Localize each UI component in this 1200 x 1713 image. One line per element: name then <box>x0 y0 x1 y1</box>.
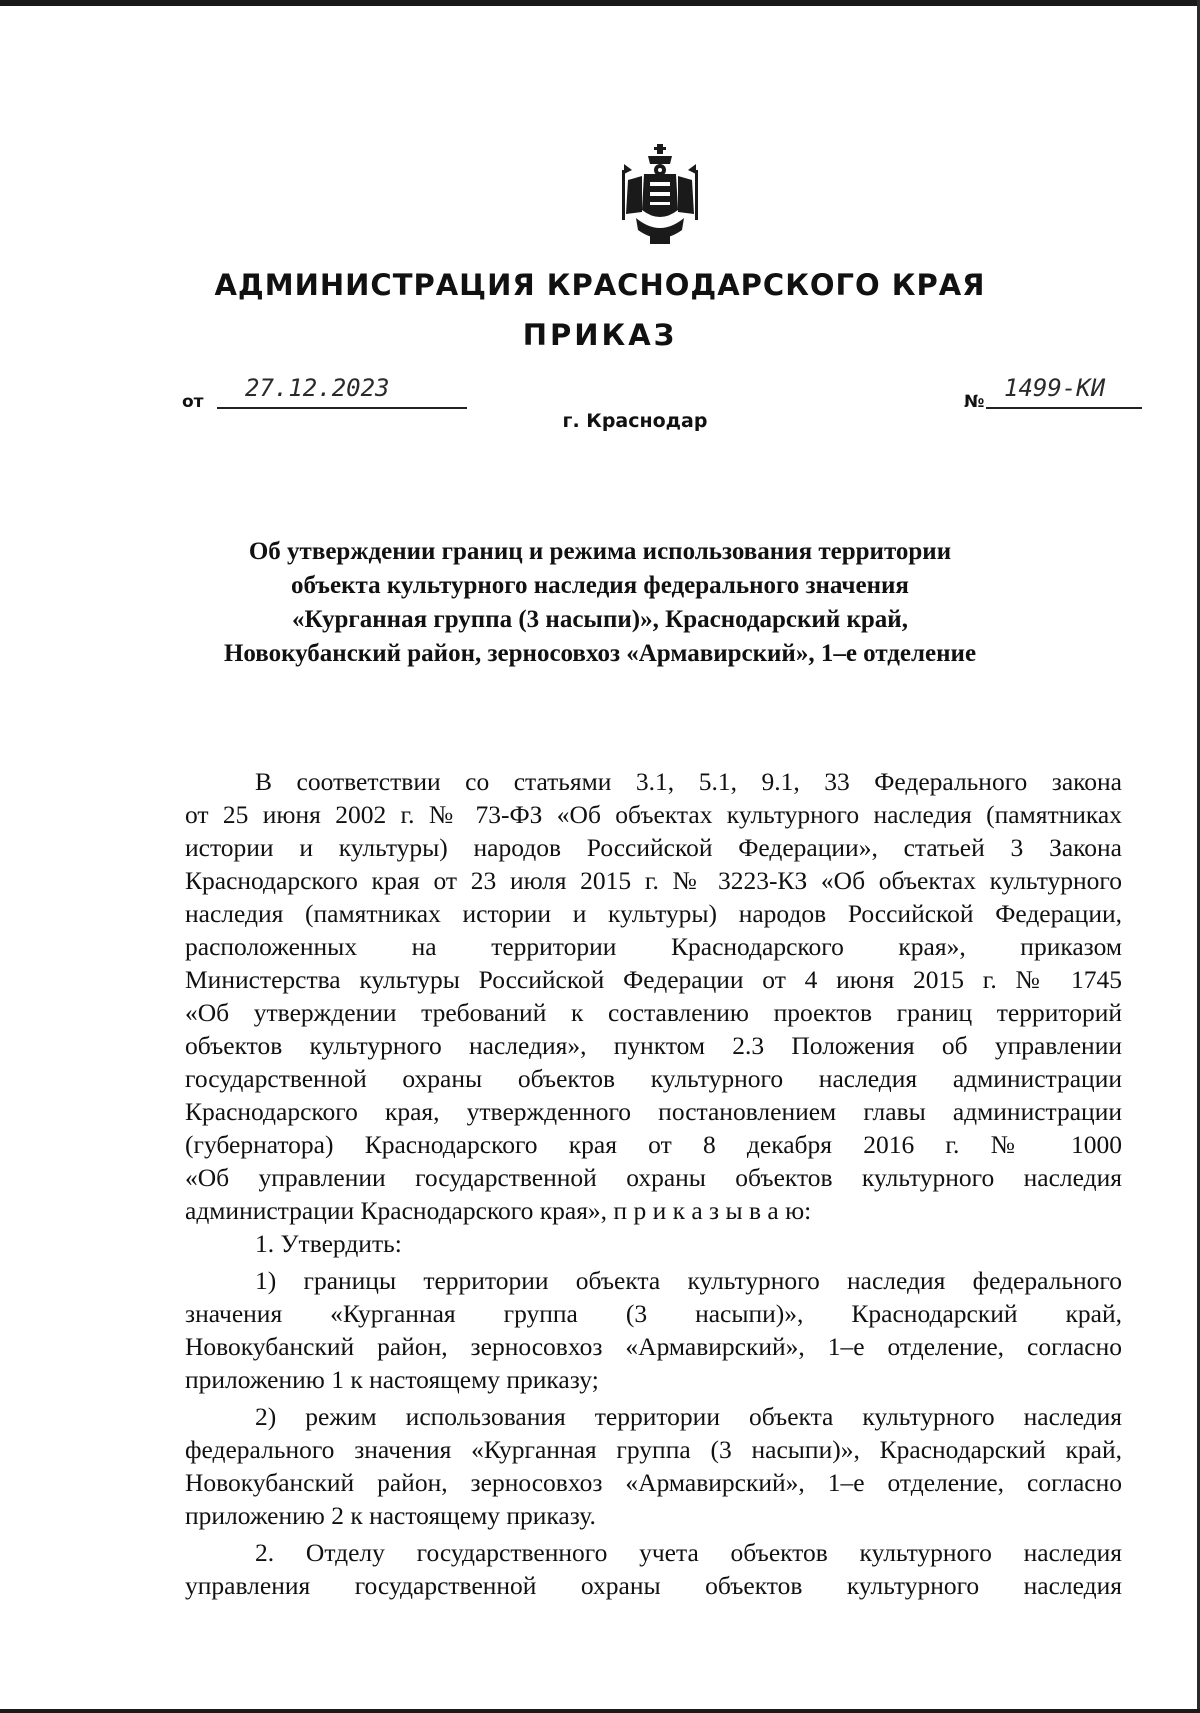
body-line: Новокубанский район, зерносовхоз «Армавирский», 1–е отделение, согласно <box>185 1468 1122 1497</box>
body-line: государственной охраны объектов культурного наследия администрации <box>185 1064 1122 1093</box>
scan-border-bottom <box>0 1709 1200 1713</box>
document-body <box>185 765 1122 1602</box>
number-label: № <box>964 392 985 412</box>
body-line: Краснодарского края от 23 июля 2015 г. № 3223-КЗ «Об объектах культурного <box>185 866 1122 895</box>
title-line: объекта культурного наследия федерального значения <box>291 572 909 599</box>
body-line: значения «Курганная группа (3 насыпи)», Краснодарский край, <box>185 1299 1122 1328</box>
body-line: 2. Отделу государственного учета объектов культурного наследия <box>255 1538 1122 1567</box>
body-line: 1. Утвердить: <box>255 1229 402 1258</box>
body-line: приложению 2 к настоящему приказу. <box>185 1501 596 1530</box>
body-line: (губернатора) Краснодарского края от 8 декабря 2016 г. № 1000 <box>185 1130 1122 1159</box>
body-line: расположенных на территории Краснодарского края», приказом <box>185 932 1122 961</box>
body-line: В соответствии со статьями 3.1, 5.1, 9.1, 33 Федерального закона <box>255 767 1122 796</box>
date-label: от <box>182 392 204 412</box>
scan-border-top <box>0 0 1200 6</box>
organization-name: АДМИНИСТРАЦИЯ КРАСНОДАРСКОГО КРАЯ <box>214 268 986 302</box>
body-line: федерального значения «Курганная группа (3 насыпи)», Краснодарский край, <box>185 1435 1122 1464</box>
body-line: Краснодарского края, утвержденного постановлением главы администрации <box>185 1097 1122 1126</box>
document-type: ПРИКАЗ <box>522 318 678 352</box>
body-line: от 25 июня 2002 г. № 73-ФЗ «Об объектах культурного наследия (памятниках <box>185 800 1122 829</box>
body-line: Министерства культуры Российской Федерации от 4 июня 2015 г. № 1745 <box>185 965 1122 994</box>
title-line: Новокубанский район, зерносовхоз «Армавирский», 1–е отделение <box>223 640 977 667</box>
city-name: г. Краснодар <box>562 410 708 432</box>
body-line: «Об управлении государственной охраны объектов культурного наследия <box>185 1163 1122 1192</box>
body-line: истории и культуры) народов Российской Федерации», статьей 3 Закона <box>185 833 1122 862</box>
body-line: администрации Краснодарского края», п р и к а з ы в а ю: <box>185 1196 812 1225</box>
body-line: Новокубанский район, зерносовхоз «Армавирский», 1–е отделение, согласно <box>185 1332 1122 1361</box>
krasnodar-coat-of-arms-icon <box>620 140 700 250</box>
body-line: 2) режим использования территории объекта культурного наследия <box>255 1402 1122 1431</box>
body-line: объектов культурного наследия», пунктом 2.3 Положения об управлении <box>185 1031 1122 1060</box>
city-line <box>0 410 1200 432</box>
document-title <box>140 535 1060 671</box>
body-line: 1) границы территории объекта культурного наследия федерального <box>255 1266 1122 1295</box>
handwritten-number: 1499-КИ <box>1004 374 1106 402</box>
body-line: управления государственной охраны объектов культурного наследия <box>185 1571 1122 1600</box>
body-line: наследия (памятниках истории и культуры) народов Российской Федерации, <box>185 899 1122 928</box>
title-line: Об утверждении границ и режима использования территории <box>248 538 952 565</box>
title-line: «Курганная группа (3 насыпи)», Краснодарский край, <box>292 606 908 633</box>
body-line: приложению 1 к настоящему приказу; <box>185 1365 599 1394</box>
body-line: «Об утверждении требований к составлению проектов границ территорий <box>185 998 1122 1027</box>
handwritten-date: 27.12.2023 <box>245 374 390 402</box>
